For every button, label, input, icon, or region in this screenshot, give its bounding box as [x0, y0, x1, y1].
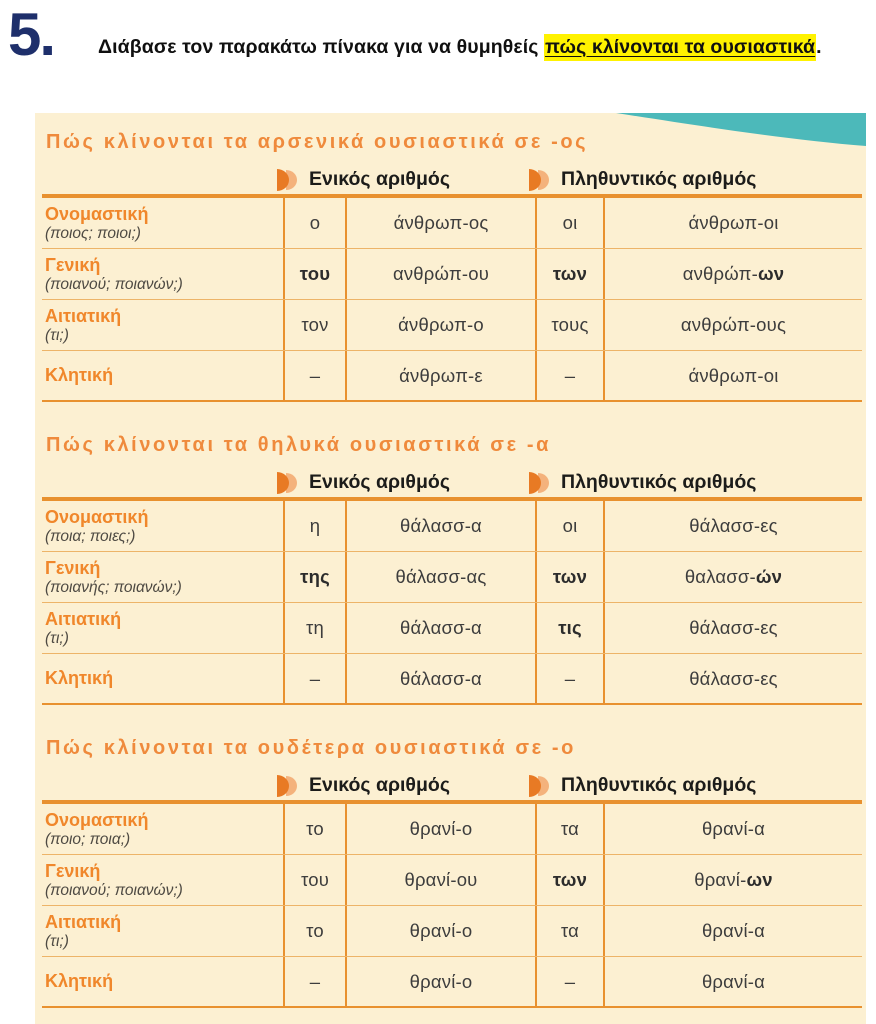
table-title: Πώς κλίνονται τα αρσενικά ουσιαστικά σε -ος [46, 131, 589, 153]
case-hint: (ποιος; ποιοι;) [45, 224, 141, 242]
task-number: 5. [8, 1, 55, 68]
case-hint: (τι;) [45, 932, 69, 950]
singular-article-cell: – [283, 654, 345, 703]
table-row [42, 501, 862, 552]
case-label: Κλητική [45, 365, 114, 385]
singular-article-cell: το [283, 906, 345, 956]
singular-article-cell: τη [283, 603, 345, 653]
table-row [42, 198, 862, 249]
singular-article-cell: – [283, 351, 345, 400]
plural-noun-cell: θρανί-α [603, 906, 862, 956]
singular-noun-cell: άνθρωπ-ος [345, 198, 535, 248]
table-header-row [42, 164, 862, 198]
table-row [42, 855, 862, 906]
table-body [42, 198, 862, 402]
singular-article-cell: του [283, 855, 345, 905]
table-row [42, 351, 862, 402]
plural-article-cell: – [535, 351, 603, 400]
singular-article-cell: ο [283, 198, 345, 248]
plural-article-cell: τα [535, 804, 603, 854]
plural-noun-cell: θάλασσ-ες [603, 501, 862, 551]
double-half-disc-icon [529, 472, 553, 494]
singular-noun-cell: θάλασσ-α [345, 603, 535, 653]
singular-noun-cell: ανθρώπ-ου [345, 249, 535, 299]
plural-article-cell: – [535, 957, 603, 1006]
plural-noun-cell: θάλασσ-ες [603, 654, 862, 703]
teal-wave-decoration [616, 113, 866, 149]
singular-header-label: Ενικός αριθμός [309, 774, 450, 796]
singular-header [283, 471, 535, 494]
table-row [42, 249, 862, 300]
plural-noun-cell: άνθρωπ-οι [603, 351, 862, 400]
table-body [42, 501, 862, 705]
plural-noun-cell: θάλασσ-ες [603, 603, 862, 653]
declension-panel [35, 113, 866, 1024]
instruction-period: . [816, 36, 822, 58]
singular-article-cell: η [283, 501, 345, 551]
case-label: Κλητική [45, 668, 114, 688]
case-cell [42, 654, 283, 703]
table-row [42, 804, 862, 855]
plural-noun-cell: θρανί-α [603, 804, 862, 854]
table-row [42, 300, 862, 351]
case-label: Ονομαστική [45, 809, 149, 830]
singular-article-cell: της [283, 552, 345, 602]
plural-header-label: Πληθυντικός αριθμός [561, 471, 757, 493]
plural-article-cell: των [535, 552, 603, 602]
case-cell [42, 198, 283, 248]
plural-header-label: Πληθυντικός αριθμός [561, 774, 757, 796]
case-hint: (τι;) [45, 629, 69, 647]
case-label: Ονομαστική [45, 203, 149, 224]
singular-article-cell: – [283, 957, 345, 1006]
case-cell [42, 855, 283, 905]
singular-noun-cell: θρανί-ου [345, 855, 535, 905]
plural-article-cell: – [535, 654, 603, 703]
singular-noun-cell: θάλασσ-α [345, 501, 535, 551]
singular-header-label: Ενικός αριθμός [309, 471, 450, 493]
case-cell [42, 804, 283, 854]
table-title: Πώς κλίνονται τα θηλυκά ουσιαστικά σε -α [46, 434, 551, 456]
case-cell [42, 351, 283, 400]
case-cell [42, 501, 283, 551]
singular-header-label: Ενικός αριθμός [309, 168, 450, 190]
plural-header-label: Πληθυντικός αριθμός [561, 168, 757, 190]
declension-table [42, 434, 862, 705]
table-row [42, 603, 862, 654]
plural-header [535, 774, 862, 797]
case-cell [42, 249, 283, 299]
double-half-disc-icon [277, 775, 301, 797]
case-label: Αιτιατική [45, 911, 122, 932]
case-label: Ονομαστική [45, 506, 149, 527]
case-cell [42, 957, 283, 1006]
task-instruction [98, 36, 822, 59]
declension-table [42, 131, 862, 402]
case-cell [42, 552, 283, 602]
case-cell [42, 906, 283, 956]
case-label: Γενική [45, 860, 101, 881]
plural-article-cell: τους [535, 300, 603, 350]
table-row [42, 552, 862, 603]
case-label: Γενική [45, 557, 101, 578]
table-row [42, 906, 862, 957]
table-body [42, 804, 862, 1008]
case-hint: (ποιο; ποια;) [45, 830, 131, 848]
singular-article-cell: τον [283, 300, 345, 350]
case-label: Αιτιατική [45, 608, 122, 629]
double-half-disc-icon [529, 169, 553, 191]
plural-noun-cell: ανθρώπ-ους [603, 300, 862, 350]
instruction-highlight: πώς κλίνονται τα ουσιαστικά [544, 34, 816, 61]
plural-noun-cell: θαλασσ- ών [603, 552, 862, 602]
case-hint: (ποιανού; ποιανών;) [45, 881, 183, 899]
plural-article-cell: οι [535, 198, 603, 248]
singular-noun-cell: άνθρωπ-ε [345, 351, 535, 400]
case-hint: (τι;) [45, 326, 69, 344]
plural-noun-cell: άνθρωπ-οι [603, 198, 862, 248]
singular-noun-cell: θάλασσ-ας [345, 552, 535, 602]
plural-header [535, 168, 862, 191]
singular-noun-cell: θρανί-ο [345, 804, 535, 854]
plural-noun-cell: ανθρώπ- ων [603, 249, 862, 299]
case-label: Κλητική [45, 971, 114, 991]
case-label: Αιτιατική [45, 305, 122, 326]
case-label: Γενική [45, 254, 101, 275]
double-half-disc-icon [277, 169, 301, 191]
plural-article-cell: τις [535, 603, 603, 653]
double-half-disc-icon [277, 472, 301, 494]
plural-noun-cell: θρανί-α [603, 957, 862, 1006]
plural-article-cell: των [535, 249, 603, 299]
case-cell [42, 300, 283, 350]
singular-noun-cell: θρανί-ο [345, 906, 535, 956]
table-title: Πώς κλίνονται τα ουδέτερα ουσιαστικά σε -ο [46, 737, 576, 759]
case-hint: (ποια; ποιες;) [45, 527, 136, 545]
singular-noun-cell: άνθρωπ-ο [345, 300, 535, 350]
plural-article-cell: των [535, 855, 603, 905]
declension-table [42, 737, 862, 1008]
table-header-row [42, 770, 862, 804]
singular-header [283, 774, 535, 797]
double-half-disc-icon [529, 775, 553, 797]
task-header [0, 0, 876, 113]
plural-noun-cell: θρανί- ων [603, 855, 862, 905]
singular-article-cell: το [283, 804, 345, 854]
table-row [42, 654, 862, 705]
tables-root [42, 131, 866, 1008]
singular-header [283, 168, 535, 191]
plural-article-cell: οι [535, 501, 603, 551]
instruction-text: Διάβασε τον παρακάτω πίνακα για να θυμηθείς [98, 36, 545, 58]
singular-noun-cell: θάλασσ-α [345, 654, 535, 703]
singular-noun-cell: θρανί-ο [345, 957, 535, 1006]
case-hint: (ποιανής; ποιανών;) [45, 578, 182, 596]
case-cell [42, 603, 283, 653]
table-header-row [42, 467, 862, 501]
table-row [42, 957, 862, 1008]
plural-article-cell: τα [535, 906, 603, 956]
singular-article-cell: του [283, 249, 345, 299]
plural-header [535, 471, 862, 494]
case-hint: (ποιανού; ποιανών;) [45, 275, 183, 293]
